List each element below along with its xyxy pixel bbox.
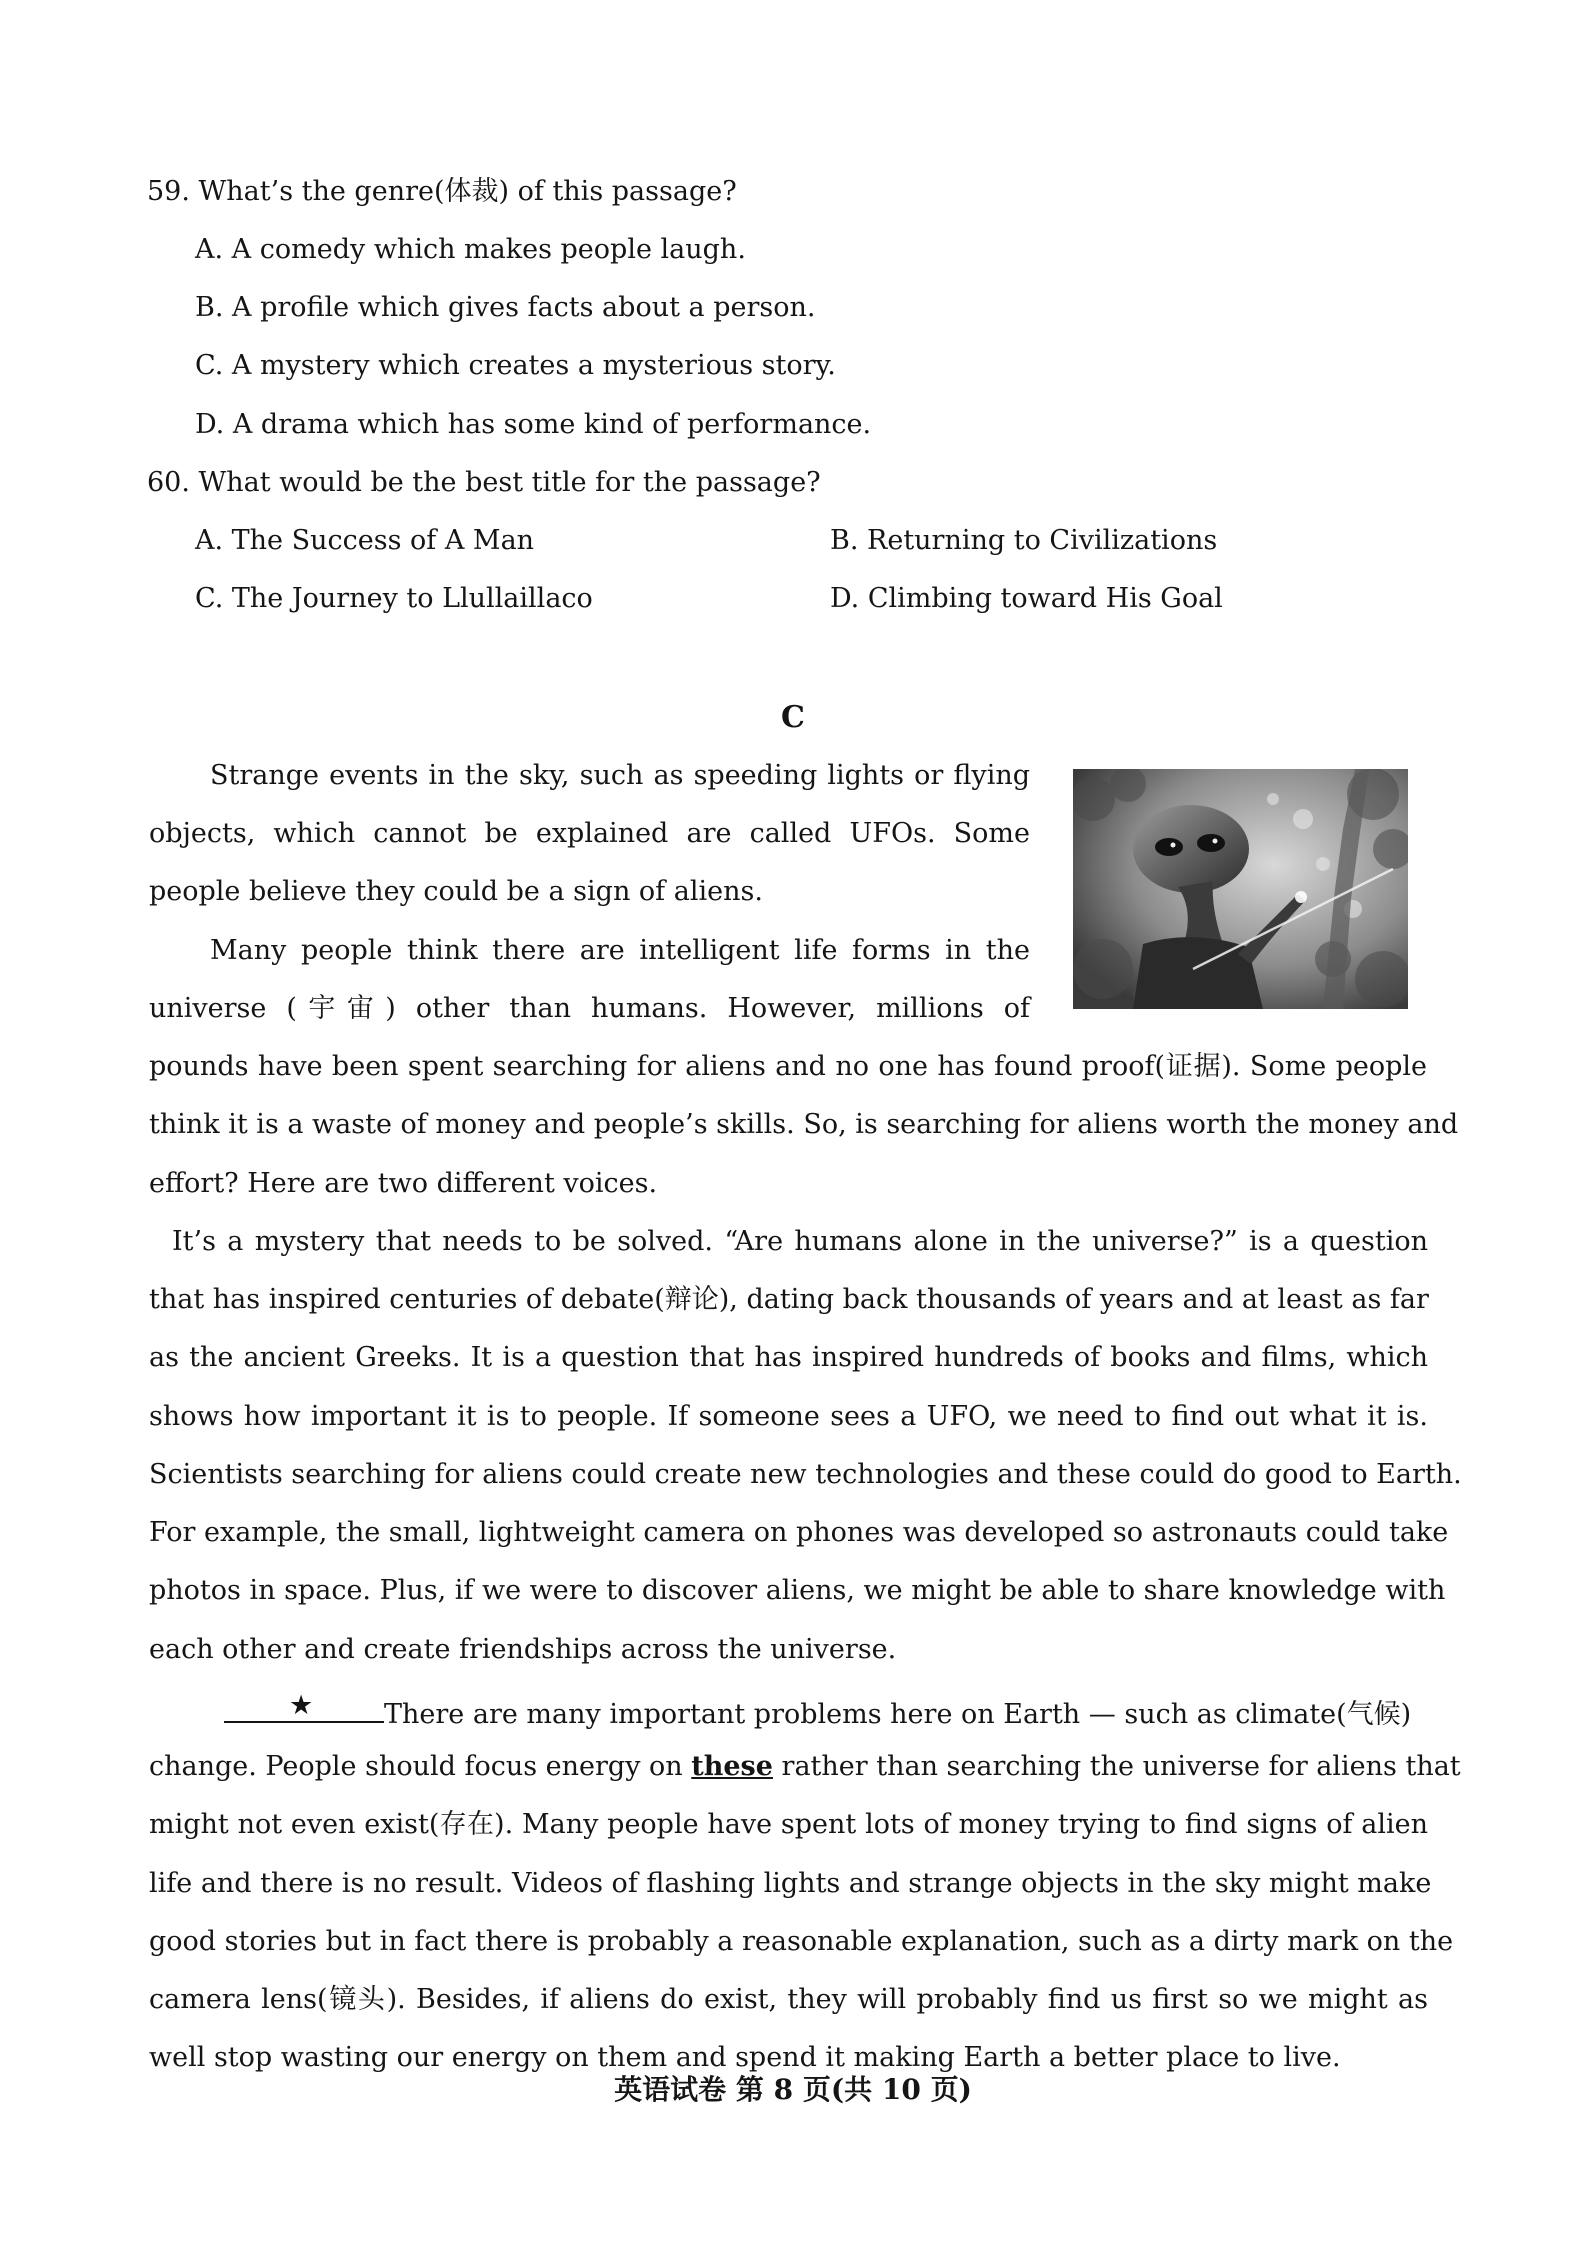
passage-paragraph-3-first <box>172 1227 1428 1285</box>
paragraph-line-text: There are many important problems here on Earth — such as climate(气候) <box>384 1699 1412 1730</box>
question-59-option-b: B. A profile which gives facts about a person. <box>195 292 816 323</box>
paragraph-line: Many people think there are intelligent life forms in the <box>210 935 1030 966</box>
question-59-option-d: D. A drama which has some kind of performance. <box>195 409 872 440</box>
paragraph-line: might not even exist(存在). Many people have spent lots of money trying to find signs of alien <box>149 1809 1428 1841</box>
paragraph-line: life and there is no result. Videos of flashing lights and strange objects in the sky might make <box>149 1867 1432 1899</box>
paragraph-line: think it is a waste of money and people’s skills. So, is searching for aliens worth the money and <box>149 1109 1459 1141</box>
question-60-option-b: B. Returning to Civilizations <box>830 525 1218 556</box>
page-footer: 英语试卷 第 8 页(共 10 页) <box>614 2073 972 2106</box>
paragraph-line: effort? Here are two different voices. <box>149 1167 658 1199</box>
question-60-option-c: C. The Journey to Llullaillaco <box>195 583 593 614</box>
passage-paragraph-2 <box>210 936 1030 994</box>
answer-blank <box>224 1690 384 1723</box>
paragraph-line: For example, the small, lightweight camera on phones was developed so astronauts could take <box>149 1517 1449 1549</box>
star-icon: ★ <box>289 1690 314 1721</box>
passage-paragraph-3 <box>149 1284 1462 1693</box>
passage-paragraph-2-cont <box>149 1051 1459 1227</box>
emphasized-word: these <box>691 1751 773 1782</box>
paragraph-line: as the ancient Greeks. It is a question that has inspired hundreds of books and films, which <box>149 1342 1428 1374</box>
question-59-option-a: A. A comedy which makes people laugh. <box>195 234 746 265</box>
paragraph-text: change. People should focus energy on <box>149 1751 692 1782</box>
passage-paragraph-2-narrow <box>149 994 1030 1052</box>
paragraph-line: photos in space. Plus, if we were to discover aliens, we might be able to share knowledge with <box>149 1575 1446 1607</box>
paragraph-line: Scientists searching for aliens could create new technologies and these could do good to Earth. <box>149 1458 1462 1490</box>
paragraph-line: camera lens(镜头). Besides, if aliens do exist, they will probably find us first so we might as <box>149 1984 1428 2016</box>
passage-paragraph-1-cont <box>149 819 1030 936</box>
question-59-option-c: C. A mystery which creates a mysterious story. <box>195 350 836 381</box>
section-heading: C <box>781 700 805 735</box>
paragraph-line: objects, which cannot be explained are called UFOs. Some <box>149 818 1030 849</box>
paragraph-line: It’s a mystery that needs to be solved. “Are humans alone in the universe?” is a question <box>172 1226 1428 1257</box>
paragraph-line: universe (宇宙) other than humans. However, millions of <box>149 993 1030 1024</box>
paragraph-line: each other and create friendships across the universe. <box>149 1633 897 1665</box>
question-59-stem: 59. What’s the genre(体裁) of this passage? <box>147 176 737 207</box>
question-60-option-d: D. Climbing toward His Goal <box>830 583 1223 614</box>
paragraph-line: people believe they could be a sign of aliens. <box>149 876 763 908</box>
paragraph-line: shows how important it is to people. If someone sees a UFO, we need to find out what it is. <box>149 1400 1428 1432</box>
passage-paragraph-4 <box>149 1751 1461 2102</box>
passage-paragraph-1 <box>210 761 1030 819</box>
paragraph-line: good stories but in fact there is probably a reasonable explanation, such as a dirty mark on the <box>149 1925 1454 1957</box>
paragraph-line <box>149 1751 1461 1810</box>
question-60-stem: 60. What would be the best title for the passage? <box>147 467 821 498</box>
passage-paragraph-4-first <box>224 1690 1428 1751</box>
alien-photo <box>1073 769 1408 1009</box>
paragraph-text: rather than searching the universe for aliens that <box>772 1751 1461 1782</box>
paragraph-line: well stop wasting our energy on them and spend it making Earth a better place to live. <box>149 2042 1341 2074</box>
paragraph-line: that has inspired centuries of debate(辩论), dating back thousands of years and at least as far <box>149 1284 1429 1315</box>
paragraph-line <box>224 1690 1428 1751</box>
paragraph-line: Strange events in the sky, such as speeding lights or flying <box>210 760 1030 791</box>
question-60-option-a: A. The Success of A Man <box>195 525 535 556</box>
paragraph-line: pounds have been spent searching for aliens and no one has found proof(证据). Some people <box>149 1051 1427 1082</box>
